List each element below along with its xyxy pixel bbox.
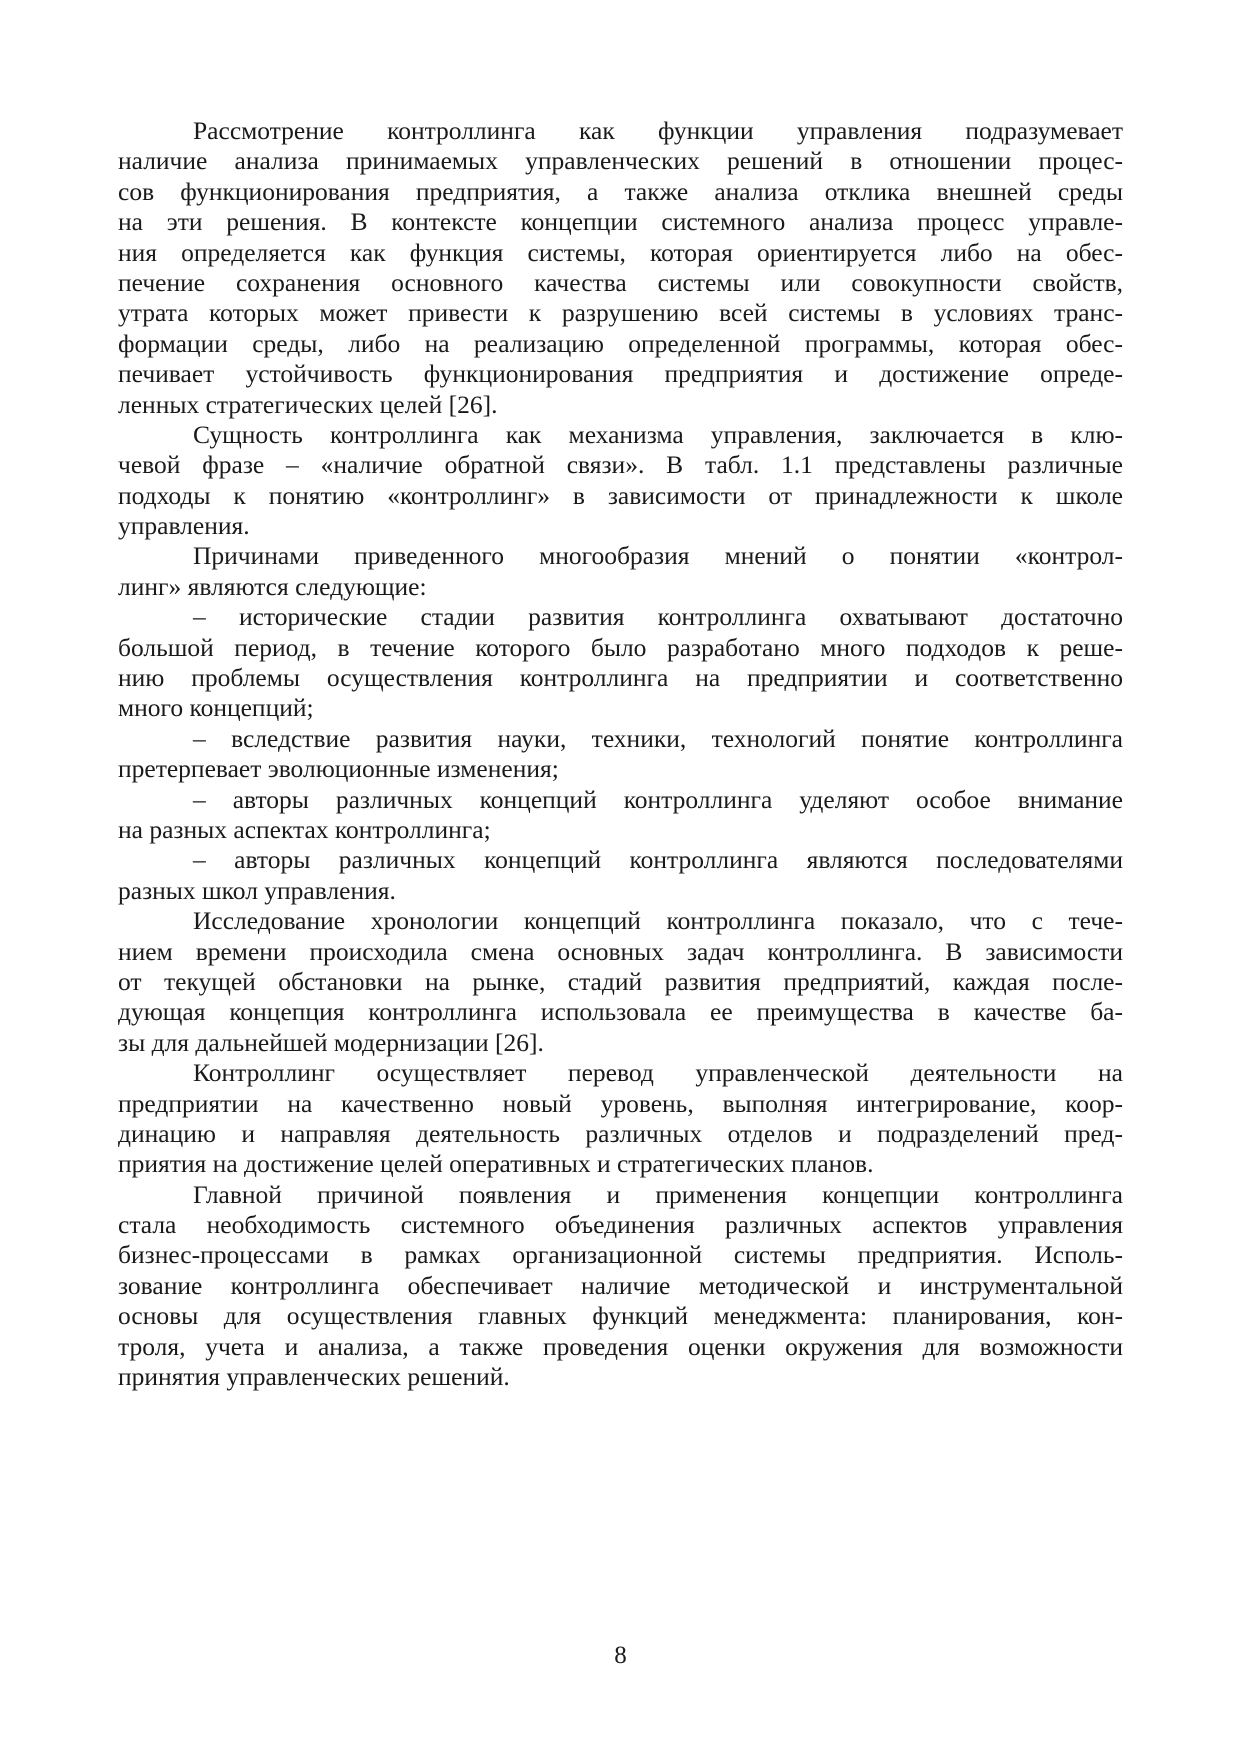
list-item [118,602,1123,724]
text-line: Контроллинг осуществляет перевод управленческой деятельности на [193,1058,1123,1088]
paragraph [118,906,1123,1058]
text-line: печение сохранения основного качества системы или совокупности свойств, [118,267,1123,297]
text-line: троля, учета и анализа, а также проведения оценки окружения для возможности [118,1331,1123,1361]
paragraph [118,541,1123,602]
text-line: управления. [118,511,250,541]
text-line: подходы к понятию «контроллинг» в зависимости от принадлежности к школе [118,480,1123,510]
text-line: основы для осуществления главных функций менеджмента: планирования, кон- [118,1301,1123,1331]
text-line: претерпевает эволюционные изменения; [118,754,559,784]
text-line: линг» являются следующие: [118,571,427,601]
text-line: печивает устойчивость функционирования предприятия и достижение опреде- [118,359,1123,389]
text-line: дующая концепция контроллинга использовала ее преимущества в качестве ба- [118,997,1123,1027]
text-line: большой период, в течение которого было разработано много подходов к реше- [118,632,1123,662]
text-line: чевой фразе – «наличие обратной связи». В табл. 1.1 представлены различные [118,450,1123,480]
text-line: разных школ управления. [118,875,396,905]
text-line: предприятии на качественно новый уровень, выполняя интегрирование, коор- [118,1088,1123,1118]
text-line: формации среды, либо на реализацию определенной программы, которая обес- [118,328,1123,358]
text-line: на разных аспектах контроллинга; [118,814,491,844]
text-line: зы для дальнейшей модернизации [26]. [118,1027,544,1057]
text-line: от текущей обстановки на рынке, стадий развития предприятий, каждая после- [118,966,1123,996]
list-item [118,845,1123,906]
text-line: – авторы различных концепций контроллинга являются последователями [193,845,1123,875]
text-line: на эти решения. В контексте концепции системного анализа процесс управле- [118,207,1123,237]
text-line: – вследствие развития науки, техники, технологий понятие контроллинга [193,723,1123,753]
list-item [118,785,1123,846]
text-line: – авторы различных концепций контроллинга уделяют особое внимание [193,784,1123,814]
text-line: наличие анализа принимаемых управленческих решений в отношении процес- [118,146,1123,176]
text-line: нием времени происходила смена основных задач контроллинга. В зависимости [118,936,1123,966]
paragraph [118,420,1123,542]
text-line: принятия управленческих решений. [118,1362,510,1392]
text-line: стала необходимость системного объединения различных аспектов управления [118,1210,1123,1240]
text-line: много концепций; [118,693,314,723]
text-line: динацию и направляя деятельность различных отделов и подразделений пред- [118,1118,1123,1148]
text-line: приятия на достижение целей оперативных и стратегических планов. [118,1149,874,1179]
text-line: зование контроллинга обеспечивает наличие методической и инструментальной [118,1270,1123,1300]
text-line: Исследование хронологии концепций контроллинга показало, что с тече- [193,906,1123,936]
paragraph [118,116,1123,420]
text-line: ния определяется как функция системы, которая ориентируется либо на обес- [118,237,1123,267]
text-line: утрата которых может привести к разрушению всей системы в условиях транс- [118,298,1123,328]
text-line: ленных стратегических целей [26]. [118,389,498,419]
text-line: сов функционирования предприятия, а также анализа отклика внешней среды [118,176,1123,206]
document-body [118,116,1123,1392]
text-line: Сущность контроллинга как механизма управления, заключается в клю- [193,419,1123,449]
text-line: Главной причиной появления и применения концепции контроллинга [193,1179,1123,1209]
text-line: бизнес-процессами в рамках организационной системы предприятия. Исполь- [118,1240,1123,1270]
text-line: Рассмотрение контроллинга как функции управления подразумевает [193,116,1123,145]
text-line: Причинами приведенного многообразия мнений о понятии «контрол- [193,541,1123,571]
paragraph [118,1180,1123,1393]
list-item [118,724,1123,785]
page-number: 8 [614,1642,627,1669]
text-line: – исторические стадии развития контроллинга охватывают достаточно [193,602,1123,632]
paragraph [118,1058,1123,1180]
text-line: нию проблемы осуществления контроллинга на предприятии и соответственно [118,663,1123,693]
